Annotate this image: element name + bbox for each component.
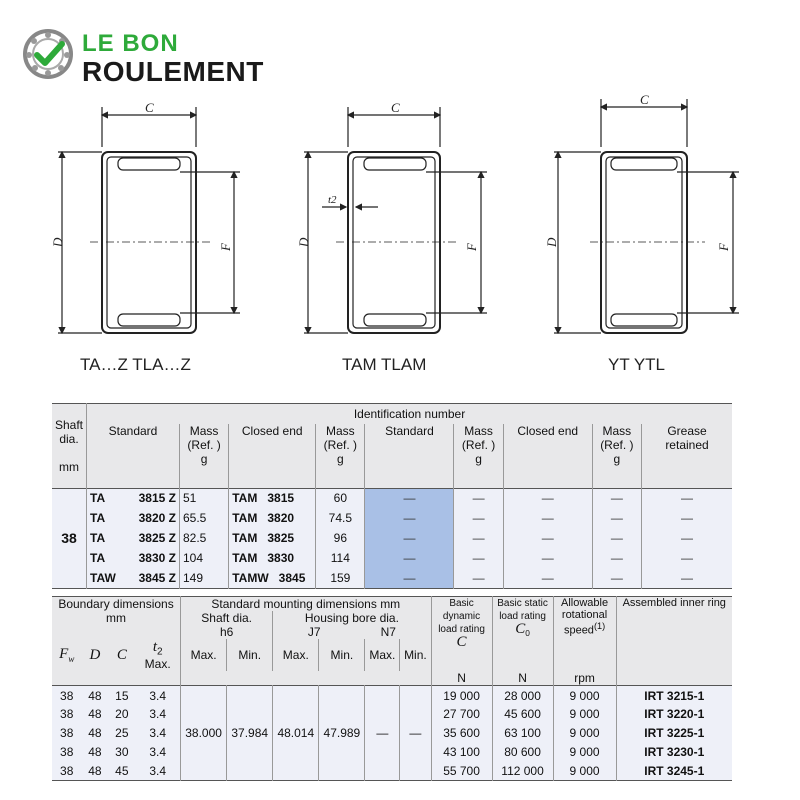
drawing-ta — [58, 107, 240, 333]
dash-cell: — — [454, 528, 503, 548]
fw-value: 38 — [60, 688, 74, 703]
n7-max-col: Max. — [365, 639, 400, 671]
ring-value: IRT 3245-1 — [616, 762, 732, 781]
id-number-header: Identification number — [87, 404, 732, 425]
shaft-min-col: Min. — [227, 639, 273, 671]
d-value: 48 — [88, 726, 102, 741]
rpm-unit: rpm — [553, 671, 616, 686]
shaft-max-col: Max. — [181, 639, 227, 671]
boundary-header: Boundary dimensions mm — [58, 597, 174, 625]
dash-cell: — — [503, 548, 592, 568]
t2-value: 3.4 — [149, 745, 167, 760]
stat-value: 45 600 — [492, 705, 553, 724]
drawing-yt — [554, 99, 739, 333]
mass1-value: 51 — [179, 488, 228, 508]
dash-cell: — — [454, 488, 503, 508]
j7-min-value: 47.989 — [319, 686, 365, 781]
j7-max-value: 48.014 — [273, 686, 319, 781]
std2-value: — — [365, 508, 454, 528]
dash-cell: — — [592, 528, 641, 548]
j7-min-col: Min. — [319, 639, 365, 671]
dim-c-2: C — [391, 100, 400, 115]
c-value: 15 — [115, 688, 129, 703]
closed-name: TAM 3825 — [229, 528, 316, 548]
dash-cell: — — [454, 568, 503, 588]
dash-cell: — — [642, 508, 733, 528]
bearing-drawings — [0, 85, 800, 385]
dash-cell: — — [642, 568, 733, 588]
dim-fw-1: F — [218, 243, 233, 251]
std2-value: — — [365, 528, 454, 548]
std-number: 3825 Z — [138, 531, 176, 545]
mass1-value: 65.5 — [179, 508, 228, 528]
shaft-value: 38 — [61, 530, 77, 546]
ring-value: IRT 3225-1 — [616, 724, 732, 743]
c-value: 45 — [115, 764, 129, 779]
mass-header-2: Mass (Ref. ) g — [316, 424, 365, 488]
ring-value: IRT 3230-1 — [616, 743, 732, 762]
mass1-value: 149 — [179, 568, 228, 588]
dyn-header: Basic dynamic load rating C — [431, 597, 492, 672]
n7-max-value: — — [365, 686, 400, 781]
mass-header-4: Mass (Ref. ) g — [592, 424, 641, 488]
closed-name: TAM 3830 — [229, 548, 316, 568]
bearing-check-icon — [22, 28, 74, 80]
inner-ring-header: Assembled inner ring — [616, 597, 732, 672]
dash-cell: — — [454, 508, 503, 528]
d-value: 48 — [88, 688, 102, 703]
fw-value: 38 — [60, 745, 74, 760]
table-row — [52, 508, 732, 528]
caption-tam: TAM TLAM — [342, 355, 427, 374]
std-header: Standard — [87, 424, 180, 488]
t2-value: 3.4 — [149, 726, 167, 741]
std2-value: — — [365, 548, 454, 568]
dim-fw-2: F — [464, 243, 479, 251]
dyn-value: 55 700 — [431, 762, 492, 781]
c-value: 20 — [115, 707, 129, 722]
table-row — [52, 488, 732, 508]
dash-cell: — — [592, 568, 641, 588]
t2-value: 3.4 — [149, 764, 167, 779]
d-value: 48 — [88, 764, 102, 779]
speed-value: 9 000 — [553, 705, 616, 724]
std2-value: — — [365, 488, 454, 508]
speed-header: Allowable rotational speed$^{(1)}$ — [553, 597, 616, 672]
std-number: 3845 Z — [138, 570, 176, 585]
dash-cell: — — [642, 528, 733, 548]
speed-value: 9 000 — [553, 762, 616, 781]
closed-header-2: Closed end — [503, 424, 592, 488]
stat-value: 63 100 — [492, 724, 553, 743]
dim-t2: t2 — [328, 194, 337, 206]
shaft-min-value: 37.984 — [227, 686, 273, 781]
closed-name: TAMW 3845 — [229, 568, 316, 588]
std-prefix: TA — [87, 548, 126, 568]
std-prefix: TA — [87, 528, 126, 548]
n7-min-value: — — [400, 686, 431, 781]
closed-header: Closed end — [229, 424, 316, 488]
dash-cell: — — [592, 548, 641, 568]
dash-cell: — — [503, 488, 592, 508]
mass2-value: 74.5 — [316, 508, 365, 528]
fw-value: 38 — [60, 726, 74, 741]
mass2-value: 60 — [316, 488, 365, 508]
dyn-value: 19 000 — [431, 686, 492, 705]
mass2-value: 114 — [316, 548, 365, 568]
mass-header-1: Mass (Ref. ) g — [179, 424, 228, 488]
speed-value: 9 000 — [553, 724, 616, 743]
brand-logo — [22, 26, 302, 86]
caption-ta: TA…Z TLA…Z — [80, 355, 191, 374]
speed-value: 9 000 — [553, 686, 616, 705]
t2-value: 3.4 — [149, 707, 167, 722]
logo-line2: ROULEMENT — [82, 56, 264, 87]
dim-c-3: C — [640, 92, 649, 107]
d-value: 48 — [88, 707, 102, 722]
caption-yt: YT YTL — [608, 355, 666, 374]
fw-value: 38 — [60, 707, 74, 722]
shaft-max-value: 38.000 — [181, 686, 227, 781]
std-number: 3815 Z — [138, 491, 176, 506]
stat-value: 112 000 — [492, 762, 553, 781]
ring-value: IRT 3220-1 — [616, 705, 732, 724]
logo-line1: LE BON — [82, 30, 179, 57]
dyn-value: 27 700 — [431, 705, 492, 724]
drawing-tam — [304, 107, 487, 333]
shaft-header: Shaft dia. mm — [55, 417, 84, 474]
dim-d-1: D — [50, 237, 65, 247]
c-col: C — [116, 646, 127, 663]
grease-header: Grease retained — [642, 424, 733, 488]
std2-value: — — [365, 568, 454, 588]
dim-c-1: C — [145, 100, 154, 115]
dash-cell: — — [642, 488, 733, 508]
dyn-value: 43 100 — [431, 743, 492, 762]
dimensions-table — [52, 596, 732, 781]
n7-min-col: Min. — [400, 639, 431, 671]
dim-fw-3: F — [716, 243, 731, 251]
d-col: D — [89, 646, 101, 663]
ring-value: IRT 3215-1 — [616, 686, 732, 705]
fw-col: $F_w$ — [59, 646, 75, 665]
mass2-value: 159 — [316, 568, 365, 588]
n-unit-2: N — [492, 671, 553, 686]
stat-value: 28 000 — [492, 686, 553, 705]
mass1-value: 104 — [179, 548, 228, 568]
closed-name: TAM 3815 — [229, 488, 316, 508]
identification-table — [52, 403, 732, 589]
stat-value: 80 600 — [492, 743, 553, 762]
mass-header-3: Mass (Ref. ) g — [454, 424, 503, 488]
j7-max-col: Max. — [273, 639, 319, 671]
t2-col: $t_2$ Max. — [144, 639, 171, 672]
std-prefix: TA — [87, 488, 126, 508]
mass1-value: 82.5 — [179, 528, 228, 548]
mounting-header: Standard mounting dimensions mm — [181, 597, 431, 612]
table-row — [52, 568, 732, 588]
housing-header: Housing bore dia. J7 N7 — [273, 611, 431, 639]
stat-header: Basic static load rating $C_0$ — [492, 597, 553, 672]
std-prefix: TA — [87, 508, 126, 528]
std-header-2: Standard — [365, 424, 454, 488]
std-prefix: TAW — [87, 568, 126, 588]
mass2-value: 96 — [316, 528, 365, 548]
dash-cell: — — [592, 488, 641, 508]
shaft-dia-header: Shaft dia. h6 — [181, 611, 273, 639]
std-number: 3830 Z — [138, 551, 176, 565]
c-value: 30 — [115, 745, 129, 760]
c-value: 25 — [115, 726, 129, 741]
speed-value: 9 000 — [553, 743, 616, 762]
table-row — [52, 528, 732, 548]
dim-d-2: D — [296, 237, 311, 247]
dim-d-3: D — [544, 237, 559, 247]
dash-cell: — — [592, 508, 641, 528]
table-row — [52, 686, 732, 705]
fw-value: 38 — [60, 764, 74, 779]
dash-cell: — — [503, 568, 592, 588]
std-number: 3820 Z — [138, 511, 176, 525]
n-unit-1: N — [431, 671, 492, 686]
d-value: 48 — [88, 745, 102, 760]
dyn-value: 35 600 — [431, 724, 492, 743]
dash-cell: — — [642, 548, 733, 568]
dash-cell: — — [503, 528, 592, 548]
table-row — [52, 548, 732, 568]
dash-cell: — — [503, 508, 592, 528]
t2-value: 3.4 — [149, 688, 167, 703]
closed-name: TAM 3820 — [229, 508, 316, 528]
dash-cell: — — [454, 548, 503, 568]
